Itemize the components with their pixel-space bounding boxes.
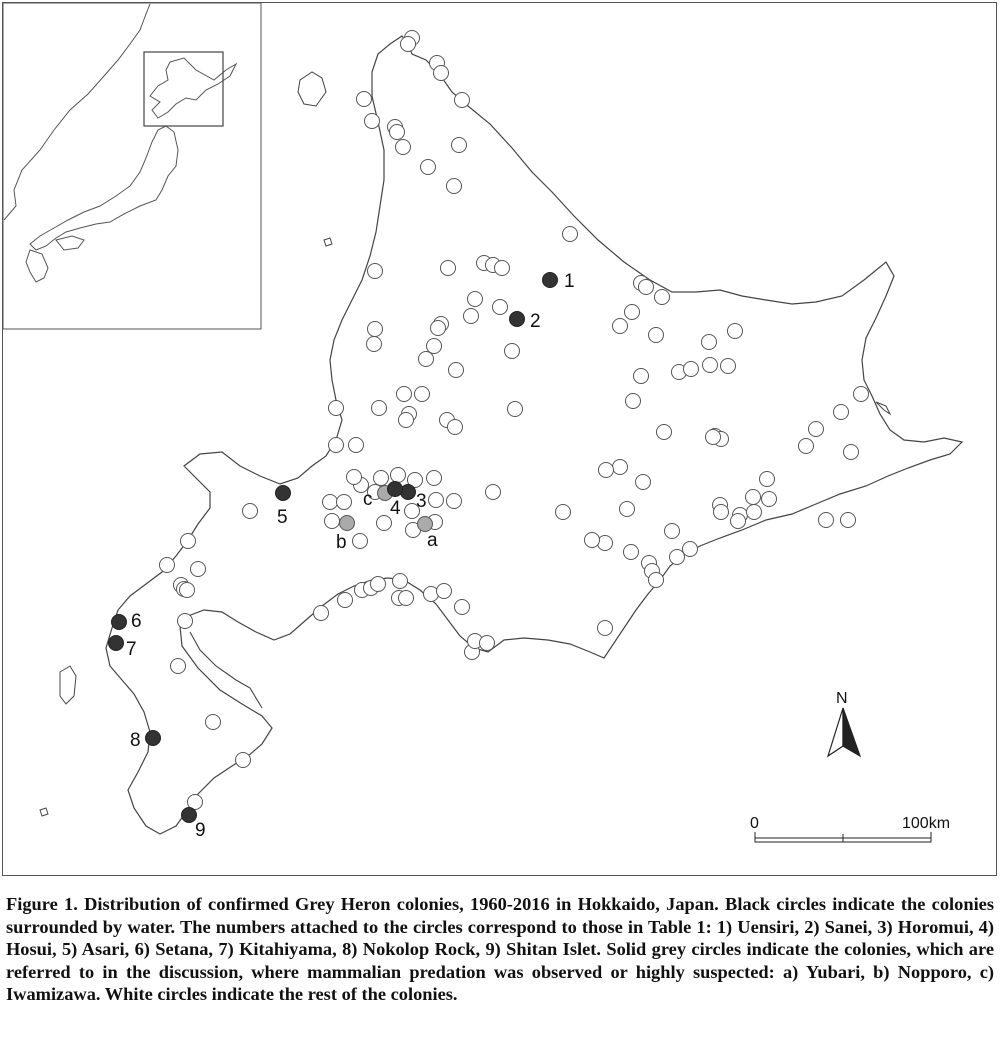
white-colony-marker xyxy=(834,405,849,420)
white-colony-marker xyxy=(505,344,520,359)
inset-map-japan xyxy=(3,3,261,329)
inset-honshu-shape xyxy=(30,126,178,250)
colony-4-marker xyxy=(388,482,403,497)
white-colony-marker xyxy=(452,138,467,153)
white-colony-marker xyxy=(391,468,406,483)
north-arrow-right-half xyxy=(843,708,860,756)
white-colony-marker xyxy=(620,502,635,517)
white-colony-marker xyxy=(401,37,416,52)
teuri-island xyxy=(324,238,332,246)
colony-a-label: a xyxy=(427,530,438,551)
white-colony-marker xyxy=(455,93,470,108)
white-colony-marker xyxy=(349,438,364,453)
white-colony-marker xyxy=(760,472,775,487)
white-colony-marker xyxy=(399,591,414,606)
white-colony-marker xyxy=(337,495,352,510)
white-colony-marker xyxy=(415,387,430,402)
colony-8-marker xyxy=(146,731,161,746)
white-colony-marker xyxy=(325,514,340,529)
white-colony-marker xyxy=(655,290,670,305)
white-colony-marker xyxy=(613,460,628,475)
white-colony-marker xyxy=(665,524,680,539)
scale-end-label: 100km xyxy=(902,815,951,832)
white-colony-marker xyxy=(437,584,452,599)
white-colony-marker xyxy=(747,505,762,520)
colony-b-label: b xyxy=(336,532,347,553)
white-colony-marker xyxy=(683,542,698,557)
white-colony-marker xyxy=(556,505,571,520)
white-colony-marker xyxy=(819,513,834,528)
white-colony-marker xyxy=(809,422,824,437)
hokkaido-coastline xyxy=(106,36,962,834)
colony-3-marker xyxy=(401,485,416,500)
white-colony-marker xyxy=(329,438,344,453)
white-colony-marker xyxy=(393,574,408,589)
white-colony-marker xyxy=(397,387,412,402)
inset-kyushu-shape xyxy=(26,250,48,282)
white-colony-marker xyxy=(353,534,368,549)
white-colony-marker xyxy=(657,425,672,440)
white-colony-marker xyxy=(455,600,470,615)
white-colony-marker xyxy=(371,577,386,592)
white-colony-marker xyxy=(419,352,434,367)
white-colony-marker xyxy=(486,485,501,500)
rishiri-island xyxy=(298,72,326,106)
white-colony-marker xyxy=(624,545,639,560)
white-colony-marker xyxy=(746,490,761,505)
white-colony-marker xyxy=(495,261,510,276)
white-colony-marker xyxy=(434,66,449,81)
white-colony-marker xyxy=(431,321,446,336)
white-colonies xyxy=(160,31,869,810)
white-colony-marker xyxy=(493,300,508,315)
white-colony-marker xyxy=(649,573,664,588)
colony-1-marker xyxy=(543,273,558,288)
white-colony-marker xyxy=(323,495,338,510)
white-colony-marker xyxy=(396,140,411,155)
white-colony-marker xyxy=(243,504,258,519)
white-colony-marker xyxy=(762,492,777,507)
white-colony-marker xyxy=(429,493,444,508)
white-colony-marker xyxy=(338,593,353,608)
white-colony-marker xyxy=(702,335,717,350)
colony-b-marker xyxy=(340,516,355,531)
white-colony-marker xyxy=(626,394,641,409)
white-colony-marker xyxy=(585,533,600,548)
white-colony-marker xyxy=(357,92,372,107)
white-colony-marker xyxy=(368,322,383,337)
colony-7-label: 7 xyxy=(126,639,137,660)
white-colony-marker xyxy=(441,261,456,276)
north-arrow-left-half xyxy=(828,708,843,756)
white-colony-marker xyxy=(480,636,495,651)
colony-4-label: 4 xyxy=(390,498,401,519)
colony-1-label: 1 xyxy=(564,271,575,292)
white-colony-marker xyxy=(178,614,193,629)
figure-caption: Figure 1. Distribution of confirmed Grey Heron colonies, 1960-2016 in Hokkaido, Japan. Black circles indicate the colonies surrounded by water. The numbers attached to the circles correspond to those in Table 1: 1) Uensiri, 2) Sanei, 3) Horomui, 4) Hosui, 5) Asari, 6) Setana, 7) Kitahiyama, 8) Nokolop Rock, 9) Shitan Islet. Solid grey circles indicate the colonies, which are referred to in the discussion, where mammalian predation was observed or highly suspected: a) Yubari, b) Nopporo, c) Iwamizawa. White circles indicate the rest of the colonies. xyxy=(6,894,994,1004)
water-colonies xyxy=(109,273,558,823)
white-colony-marker xyxy=(634,369,649,384)
white-colony-marker xyxy=(180,583,195,598)
white-colony-marker xyxy=(447,494,462,509)
white-colony-marker xyxy=(374,471,389,486)
white-colony-marker xyxy=(206,715,221,730)
white-colony-marker xyxy=(372,401,387,416)
colony-8-label: 8 xyxy=(130,730,141,751)
white-colony-marker xyxy=(314,606,329,621)
white-colony-marker xyxy=(844,445,859,460)
white-colony-marker xyxy=(447,179,462,194)
colony-5-marker xyxy=(276,486,291,501)
scale-zero-label: 0 xyxy=(750,815,759,832)
colony-3-label: 3 xyxy=(416,491,427,512)
white-colony-marker xyxy=(181,534,196,549)
white-colony-marker xyxy=(721,359,736,374)
colony-7-marker xyxy=(109,636,124,651)
white-colony-marker xyxy=(448,420,463,435)
colony-6-label: 6 xyxy=(131,611,142,632)
notsuke-peninsula xyxy=(876,402,890,414)
white-colony-marker xyxy=(236,753,251,768)
white-colony-marker xyxy=(636,475,651,490)
white-colony-marker xyxy=(706,430,721,445)
colony-2-marker xyxy=(510,312,525,327)
inset-shikoku-shape xyxy=(56,236,84,250)
white-colony-marker xyxy=(421,160,436,175)
white-colony-marker xyxy=(599,463,614,478)
white-colony-marker xyxy=(160,558,175,573)
small-island-south xyxy=(40,808,48,816)
white-colony-marker xyxy=(649,328,664,343)
white-colony-marker xyxy=(841,513,856,528)
okushiri-island xyxy=(60,666,76,704)
white-colony-marker xyxy=(367,337,382,352)
white-colony-marker xyxy=(347,470,362,485)
north-label: N xyxy=(836,690,848,707)
white-colony-marker xyxy=(563,227,578,242)
white-colony-marker xyxy=(714,505,729,520)
white-colony-marker xyxy=(191,562,206,577)
white-colony-marker xyxy=(427,471,442,486)
white-colony-marker xyxy=(365,114,380,129)
white-colony-marker xyxy=(171,659,186,674)
scale-bar xyxy=(750,815,950,842)
white-colony-marker xyxy=(598,536,613,551)
colony-6-marker xyxy=(112,615,127,630)
white-colony-marker xyxy=(684,362,699,377)
colony-9-label: 9 xyxy=(195,820,206,841)
white-colony-marker xyxy=(613,319,628,334)
white-colony-marker xyxy=(329,401,344,416)
white-colony-marker xyxy=(424,587,439,602)
colony-c-label: c xyxy=(363,489,373,510)
white-colony-marker xyxy=(368,264,383,279)
white-colony-marker xyxy=(468,292,483,307)
white-colony-marker xyxy=(625,305,640,320)
white-colony-marker xyxy=(854,387,869,402)
white-colony-marker xyxy=(427,339,442,354)
white-colony-marker xyxy=(731,514,746,529)
white-colony-marker xyxy=(670,550,685,565)
colony-5-label: 5 xyxy=(277,507,288,528)
white-colony-marker xyxy=(799,439,814,454)
white-colony-marker xyxy=(399,413,414,428)
white-colony-marker xyxy=(598,621,613,636)
white-colony-marker xyxy=(390,125,405,140)
white-colony-marker xyxy=(728,324,743,339)
north-arrow xyxy=(828,690,860,756)
white-colony-marker xyxy=(449,363,464,378)
white-colony-marker xyxy=(703,358,718,373)
white-colony-marker xyxy=(639,280,654,295)
white-colony-marker xyxy=(508,402,523,417)
white-colony-marker xyxy=(464,309,479,324)
colony-2-label: 2 xyxy=(530,311,541,332)
